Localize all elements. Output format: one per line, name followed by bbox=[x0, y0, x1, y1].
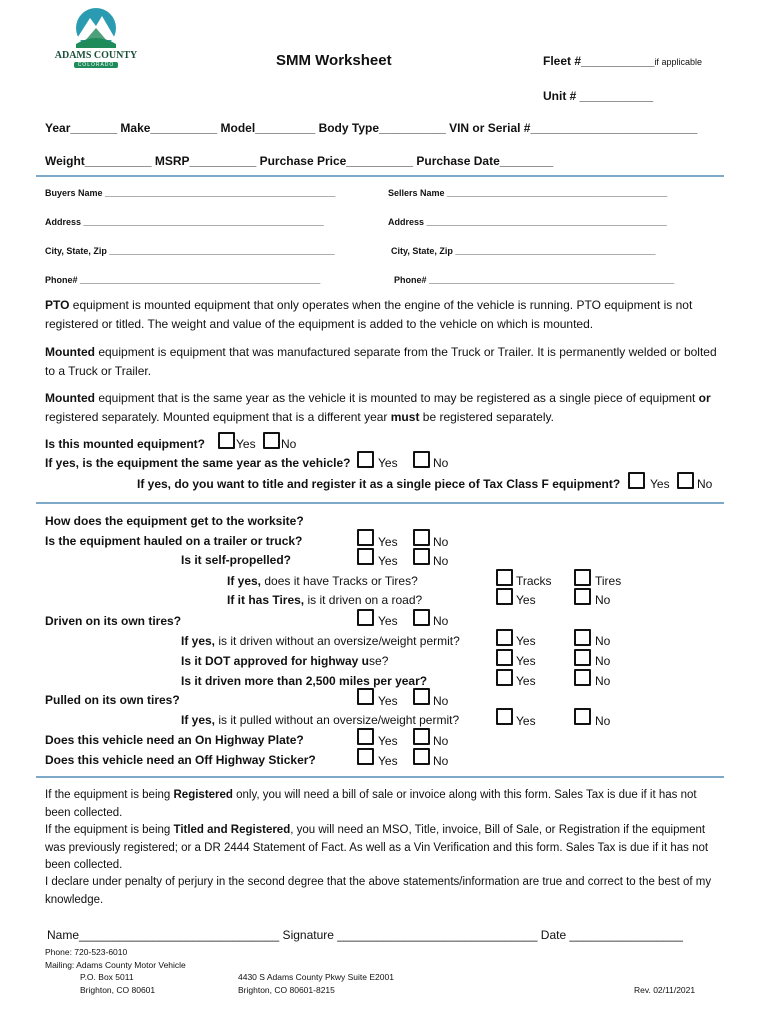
tracks-question-text: does it have Tracks or Tires? bbox=[261, 574, 418, 588]
page-title: SMM Worksheet bbox=[276, 52, 392, 69]
label-plate-no: No bbox=[433, 734, 449, 748]
label-tax-class-yes: Yes bbox=[650, 477, 670, 491]
fleet-field[interactable] bbox=[543, 54, 702, 68]
label-tax-class-no: No bbox=[697, 477, 713, 491]
seller-city-field[interactable]: City, State, Zip ________________________________________ bbox=[391, 246, 656, 256]
contact-mailing: Mailing: Adams County Motor Vehicle bbox=[45, 960, 186, 970]
checkbox-sticker-yes[interactable] bbox=[357, 748, 374, 765]
question-tax-class-f: If yes, do you want to title and register it as a single piece of Tax Class F equipment? bbox=[137, 477, 621, 491]
contact-po-city: Brighton, CO 80601 bbox=[80, 985, 156, 995]
mounted-text-2a: equipment that is the same year as the vehicle it is mounted to may be registered as a single piece of equipment bbox=[95, 391, 699, 405]
divider-3 bbox=[36, 776, 724, 778]
dot-question-tail: se? bbox=[369, 654, 389, 668]
mounted-term-2: Mounted bbox=[45, 391, 95, 405]
question-off-highway-sticker: Does this vehicle need an Off Highway Sticker? bbox=[45, 753, 316, 767]
checkbox-hauled-no[interactable] bbox=[413, 529, 430, 546]
tracks-if-yes: If yes, bbox=[227, 574, 262, 588]
label-driven-yes: Yes bbox=[378, 614, 398, 628]
pto-definition bbox=[45, 296, 725, 334]
requirements-registered bbox=[45, 787, 725, 822]
checkbox-plate-no[interactable] bbox=[413, 728, 430, 745]
label-mounted-no: No bbox=[281, 437, 297, 451]
label-miles-yes: Yes bbox=[516, 674, 536, 688]
question-driven-permit bbox=[181, 634, 460, 648]
question-dot bbox=[181, 654, 388, 668]
checkbox-same-year-no[interactable] bbox=[413, 451, 430, 468]
label-pulled-permit-yes: Yes bbox=[516, 714, 536, 728]
label-hauled-no: No bbox=[433, 535, 449, 549]
checkbox-pulled-no[interactable] bbox=[413, 688, 430, 705]
unit-field[interactable]: Unit # ___________ bbox=[543, 89, 654, 103]
label-pulled-permit-no: No bbox=[595, 714, 611, 728]
label-self-no: No bbox=[433, 554, 449, 568]
checkbox-tax-class-yes[interactable] bbox=[628, 472, 645, 489]
req1-text-b: only, you will need a bill of sale or invoice along with this form. Sales Tax is due if it has not been collected. bbox=[45, 789, 697, 819]
checkbox-self-yes[interactable] bbox=[357, 548, 374, 565]
checkbox-driven-no[interactable] bbox=[413, 609, 430, 626]
checkbox-road-no[interactable] bbox=[574, 588, 591, 605]
logo-county-name: ADAMS COUNTY bbox=[54, 50, 138, 61]
buyer-phone-field[interactable]: Phone# ________________________________________________ bbox=[45, 275, 321, 285]
mounted-or: or bbox=[698, 391, 711, 405]
checkbox-mounted-yes[interactable] bbox=[218, 432, 235, 449]
question-pulled-permit bbox=[181, 713, 459, 727]
seller-address-field[interactable]: Address ________________________________________________ bbox=[388, 217, 667, 227]
fleet-label: Fleet # bbox=[543, 54, 582, 68]
checkbox-dot-no[interactable] bbox=[574, 649, 591, 666]
label-pulled-no: No bbox=[433, 694, 449, 708]
checkbox-hauled-yes[interactable] bbox=[357, 529, 374, 546]
label-miles-no: No bbox=[595, 674, 611, 688]
label-plate-yes: Yes bbox=[378, 734, 398, 748]
seller-phone-field[interactable]: Phone# _________________________________________________ bbox=[394, 275, 675, 285]
checkbox-self-no[interactable] bbox=[413, 548, 430, 565]
label-driven-permit-yes: Yes bbox=[516, 634, 536, 648]
mounted-term-1: Mounted bbox=[45, 345, 95, 359]
label-tracks: Tracks bbox=[516, 574, 552, 588]
contact-po-box: P.O. Box 5011 bbox=[80, 972, 134, 982]
mounted-text-1: equipment is equipment that was manufactured separate from the Truck or Trailer. It is permanently welded or bolted to a Truck or Trailer. bbox=[45, 345, 717, 378]
label-self-yes: Yes bbox=[378, 554, 398, 568]
checkbox-tires[interactable] bbox=[574, 569, 591, 586]
buyer-address-field[interactable]: Address ________________________________________________ bbox=[45, 217, 324, 227]
req1-term: Registered bbox=[173, 789, 233, 801]
checkbox-pulled-permit-no[interactable] bbox=[574, 708, 591, 725]
contact-street: 4430 S Adams County Pkwy Suite E2001 bbox=[238, 972, 394, 982]
checkbox-mounted-no[interactable] bbox=[263, 432, 280, 449]
mounted-text-2b: registered separately. Mounted equipment that is a different year bbox=[45, 410, 391, 424]
contact-phone: Phone: 720-523-6010 bbox=[45, 947, 128, 957]
mounted-definition-2 bbox=[45, 389, 725, 427]
question-miles: Is it driven more than 2,500 miles per year? bbox=[181, 674, 428, 688]
road-if-tires: If it has Tires, bbox=[227, 593, 305, 607]
label-pulled-yes: Yes bbox=[378, 694, 398, 708]
vehicle-row-1[interactable]: Year_______ Make__________ Model_________ Body Type__________ VIN or Serial #_________________________ bbox=[45, 121, 698, 135]
checkbox-tax-class-no[interactable] bbox=[677, 472, 694, 489]
checkbox-same-year-yes[interactable] bbox=[357, 451, 374, 468]
pto-term: PTO bbox=[45, 298, 70, 312]
seller-name-field[interactable]: Sellers Name ____________________________________________ bbox=[388, 188, 668, 198]
section-heading-worksite: How does the equipment get to the worksite? bbox=[45, 514, 304, 528]
label-same-year-yes: Yes bbox=[378, 456, 398, 470]
logo-state-name: COLORADO bbox=[74, 62, 118, 68]
checkbox-pulled-permit-yes[interactable] bbox=[496, 708, 513, 725]
req2-term: Titled and Registered bbox=[173, 824, 291, 836]
label-same-year-no: No bbox=[433, 456, 449, 470]
req2-text-a: If the equipment is being bbox=[45, 824, 174, 836]
label-driven-no: No bbox=[433, 614, 449, 628]
road-question-text: is it driven on a road? bbox=[304, 593, 423, 607]
county-logo bbox=[54, 6, 138, 68]
vehicle-row-2[interactable]: Weight__________ MSRP__________ Purchase Price__________ Purchase Date________ bbox=[45, 154, 554, 168]
question-driven-own-tires: Driven on its own tires? bbox=[45, 614, 182, 628]
checkbox-plate-yes[interactable] bbox=[357, 728, 374, 745]
requirements-titled bbox=[45, 822, 725, 875]
revision-date: Rev. 02/11/2021 bbox=[634, 985, 696, 995]
mounted-definition-1 bbox=[45, 343, 725, 381]
checkbox-miles-no[interactable] bbox=[574, 669, 591, 686]
dot-question-bold: Is it DOT approved for highway u bbox=[181, 654, 370, 668]
checkbox-tracks[interactable] bbox=[496, 569, 513, 586]
mounted-text-2c: be registered separately. bbox=[419, 410, 554, 424]
checkbox-road-yes[interactable] bbox=[496, 588, 513, 605]
label-sticker-no: No bbox=[433, 754, 449, 768]
label-hauled-yes: Yes bbox=[378, 535, 398, 549]
contact-street-city: Brighton, CO 80601-8215 bbox=[238, 985, 335, 995]
checkbox-driven-yes[interactable] bbox=[357, 609, 374, 626]
question-mounted: Is this mounted equipment? bbox=[45, 437, 206, 451]
mounted-must: must bbox=[390, 410, 420, 424]
divider-1 bbox=[36, 175, 724, 177]
permit-question-text: is it driven without an oversize/weight permit? bbox=[215, 634, 460, 648]
question-self-propelled: Is it self-propelled? bbox=[181, 553, 292, 567]
divider-2 bbox=[36, 502, 724, 504]
pulled-permit-text: is it pulled without an oversize/weight permit? bbox=[215, 713, 460, 727]
pulled-permit-if-yes: If yes, bbox=[181, 713, 216, 727]
question-road bbox=[227, 593, 422, 607]
buyer-name-field[interactable]: Buyers Name ______________________________________________ bbox=[45, 188, 336, 198]
buyer-city-field[interactable]: City, State, Zip _____________________________________________ bbox=[45, 246, 335, 256]
question-hauled: Is the equipment hauled on a trailer or truck? bbox=[45, 534, 303, 548]
permit-if-yes: If yes, bbox=[181, 634, 216, 648]
label-road-yes: Yes bbox=[516, 593, 536, 607]
label-dot-no: No bbox=[595, 654, 611, 668]
req1-text-a: If the equipment is being bbox=[45, 789, 174, 801]
checkbox-pulled-yes[interactable] bbox=[357, 688, 374, 705]
label-sticker-yes: Yes bbox=[378, 754, 398, 768]
question-highway-plate: Does this vehicle need an On Highway Plate? bbox=[45, 733, 304, 747]
question-pulled: Pulled on its own tires? bbox=[45, 693, 180, 707]
checkbox-driven-permit-no[interactable] bbox=[574, 629, 591, 646]
checkbox-sticker-no[interactable] bbox=[413, 748, 430, 765]
fleet-note: if applicable bbox=[654, 57, 702, 67]
pto-text: equipment is mounted equipment that only operates when the engine of the vehicle is running. PTO equipment is not registered or titled. The weight and value of the equipment is added to the vehicle on which is mounted. bbox=[45, 298, 693, 331]
signature-line[interactable]: Name______________________________ Signature ______________________________ Date _________________ bbox=[47, 928, 683, 942]
mountain-logo-icon bbox=[54, 6, 138, 50]
label-road-no: No bbox=[595, 593, 611, 607]
checkbox-miles-yes[interactable] bbox=[496, 669, 513, 686]
question-same-year: If yes, is the equipment the same year as the vehicle? bbox=[45, 456, 351, 470]
label-tires: Tires bbox=[595, 574, 622, 588]
label-dot-yes: Yes bbox=[516, 654, 536, 668]
checkbox-driven-permit-yes[interactable] bbox=[496, 629, 513, 646]
fleet-line: ___________ bbox=[581, 54, 655, 68]
label-driven-permit-no: No bbox=[595, 634, 611, 648]
checkbox-dot-yes[interactable] bbox=[496, 649, 513, 666]
question-tracks-tires bbox=[227, 574, 418, 588]
req2-text-b: , you will need an MSO, Title, invoice, Bill of Sale, or Registration if the equipment was previously registered; or a DR 2444 Statement of Fact. As well as a Vin Verification and this form. Sales Tax is due if it has not been collected. bbox=[45, 824, 709, 871]
label-mounted-yes: Yes bbox=[236, 437, 256, 451]
perjury-declaration: I declare under penalty of perjury in the second degree that the above statements/information are true and correct to the best of my knowledge. bbox=[45, 876, 712, 906]
